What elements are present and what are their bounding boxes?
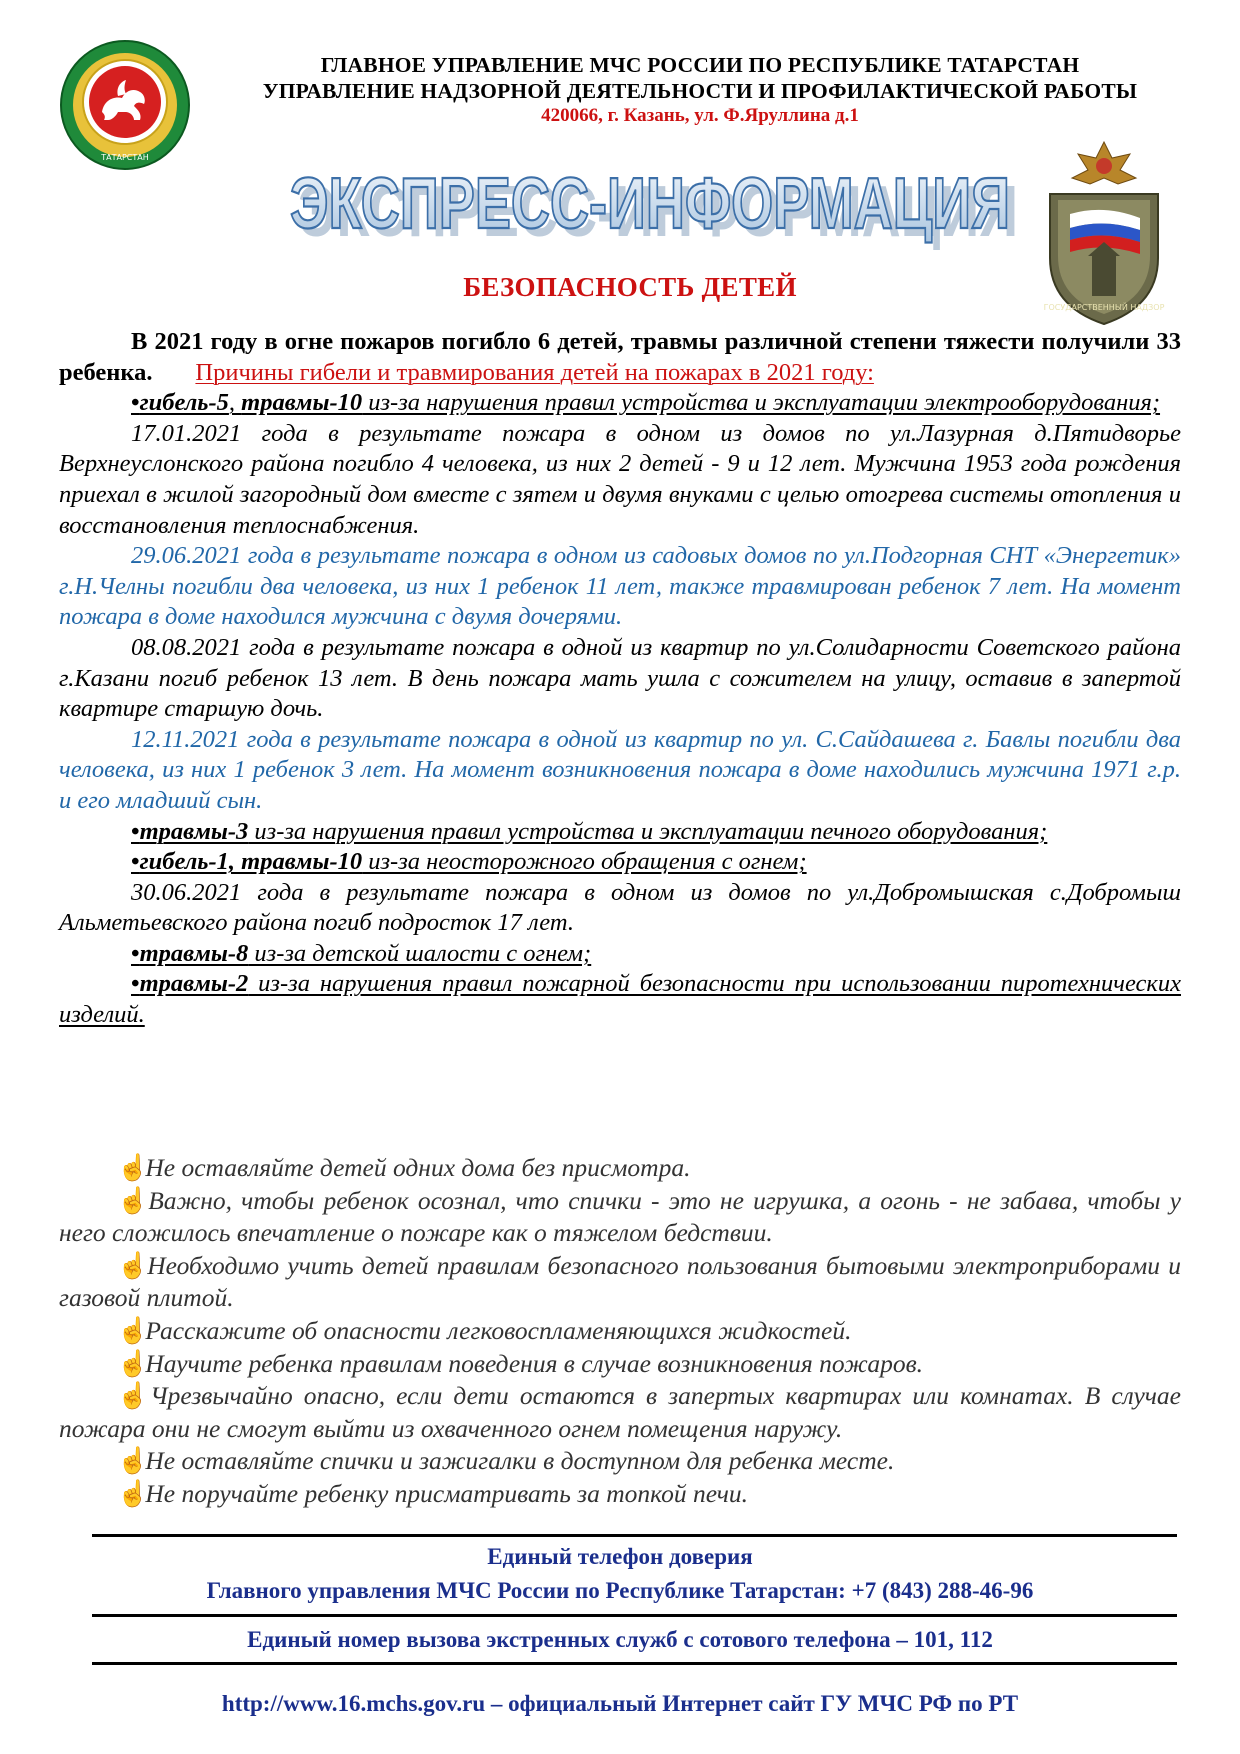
case-description: 08.08.2021 года в результате пожара в одной из квартир по ул.Солидарности Советского района г.Казани погиб ребенок 13 лет. В день пожара мать ушла с сожителем на улицу, оставив в запертой квартире старшую дочь. — [59, 633, 1181, 723]
bullet: • — [131, 389, 140, 417]
cause-item — [59, 969, 1181, 1030]
hotline-title: Единый телефон доверия — [487, 1544, 753, 1569]
tip-item: ☝ Расскажите об опасности легковоспламеняющихся жидкостей. — [59, 1315, 1181, 1348]
tatarstan-emblem-logo — [58, 38, 192, 172]
cause-text: из-за неосторожного обращения с огнем; — [362, 848, 807, 876]
title-shadow: ЭКСПРЕСС-ИНФОРМАЦИЯ — [298, 172, 1018, 250]
cause-injuries: травмы-3 — [139, 817, 249, 845]
main-content — [59, 327, 1181, 1031]
tip-item: ☝ Не поручайте ребенку присматривать за топкой печи. — [59, 1478, 1181, 1511]
bullet: • — [131, 939, 140, 967]
footer-divider — [92, 1614, 1177, 1617]
tip-item: ☝ Чрезвычайно опасно, если дети остаются в запертых квартирах или комнатах. В случае пожара они не смогут выйти из охваченного огнем помещения наружу. — [59, 1381, 1181, 1443]
pointing-hand-icon: ☝ — [117, 1185, 149, 1215]
logo-caption: ТАТАРСТАН — [101, 153, 149, 162]
bullet: • — [131, 970, 140, 998]
organization-header — [200, 52, 1200, 128]
intro-statistic: В 2021 году в огне пожаров погибло 6 детей, травмы различной степени тяжести получили 33 ребенка. — [59, 328, 1181, 386]
tip-item: ☝ Научите ребенка правилам поведения в случае возникновения пожаров. — [59, 1348, 1181, 1381]
cause-text: из-за нарушения правил устройства и эксплуатации электрооборудования; — [362, 389, 1161, 417]
bullet: • — [131, 817, 140, 845]
cause-item — [59, 939, 1181, 970]
pointing-hand-icon: ☝ — [117, 1381, 149, 1411]
pointing-hand-icon: ☝ — [117, 1348, 149, 1378]
pointing-hand-icon: ☝ — [117, 1446, 149, 1476]
cause-item: •гибель-5, травмы-10 из-за нарушения правил устройства и эксплуатации электрооборудования; — [131, 389, 1161, 417]
pointing-hand-icon: ☝ — [117, 1315, 149, 1345]
intro-causes-heading: Причины гибели и травмирования детей на пожарах в 2021 году: — [195, 358, 874, 386]
cause-text: из-за нарушения правил пожарной безопасности при использовании пиротехнических изделий. — [59, 970, 1181, 1029]
intro-paragraph — [59, 327, 1181, 388]
cause-text: из-за нарушения правил устройства и эксплуатации печного оборудования; — [248, 817, 1048, 845]
header-address: 420066, г. Казань, ул. Ф.Яруллина д.1 — [541, 105, 859, 126]
case-description: 17.01.2021 года в результате пожара в одном из домов по ул.Лазурная д.Пятидворье Верхнеуслонского района погибло 4 человека, из них 2 детей - 9 и 12 лет. Мужчина 1953 года рождения приехал в жилой загородный дом вместе с зятем и двумя внуками с целью отогрева системы отопления и восстановления теплоснабжения. — [59, 419, 1181, 539]
header-line-2: УПРАВЛЕНИЕ НАДЗОРНОЙ ДЕЯТЕЛЬНОСТИ И ПРОФИЛАКТИЧЕСКОЙ РАБОТЫ — [262, 79, 1138, 103]
cause-injuries: травмы-8 — [139, 939, 249, 967]
bullet: • — [131, 848, 140, 876]
cause-deaths: гибель-5 — [139, 389, 229, 417]
footer-divider — [92, 1662, 1177, 1665]
hotline-number: Главного управления МЧС России по Республике Татарстан: +7 (843) 288-46-96 — [206, 1578, 1034, 1603]
badge-caption: ГОСУДАРСТВЕННЫЙ НАДЗОР — [1043, 303, 1165, 312]
emergency-number: Единый номер вызова экстренных служб с сотового телефона – 101, 112 — [247, 1627, 993, 1652]
tip-item: ☝ Важно, чтобы ребенок осознал, что спички - это не игрушка, а огонь - не забава, чтобы у него сложилось впечатление о пожаре как о тяжелом бедствии. — [59, 1185, 1182, 1248]
case-description: 30.06.2021 года в результате пожара в одном из домов по ул.Добромышская с.Добромыш Альметьевского района погиб подросток 17 лет. — [59, 878, 1181, 937]
tip-item: ☝ Не оставляйте детей одних дома без присмотра. — [59, 1152, 1181, 1185]
cause-deaths: гибель-1, травмы-10 — [139, 848, 363, 876]
cause-injuries: травмы-10 — [241, 389, 363, 417]
page-title — [270, 162, 1030, 250]
safety-tips-list — [59, 1152, 1181, 1511]
title-text: ЭКСПРЕСС-ИНФОРМАЦИЯ — [290, 164, 1010, 244]
case-description: 29.06.2021 года в результате пожара в одном из садовых домов по ул.Подгорная СНТ «Энергетик» г.Н.Челны погибли два человека, из них 1 ребенок 11 лет, также травмирован ребенок 7 лет. На момент пожара в доме находился мужчина с двумя дочерями. — [59, 542, 1181, 631]
pointing-hand-icon: ☝ — [117, 1478, 149, 1508]
tip-item: ☝ Не оставляйте спички и зажигалки в доступном для ребенка месте. — [59, 1445, 1181, 1478]
cause-item — [59, 817, 1181, 848]
pointing-hand-icon: ☝ — [117, 1250, 149, 1280]
cause-injuries: травмы-2 — [139, 970, 249, 998]
footer-divider — [92, 1534, 1177, 1537]
website-link[interactable]: http://www.16.mchs.gov.ru – официальный Интернет сайт ГУ МЧС РФ по РТ — [221, 1691, 1019, 1716]
header-line-1: ГЛАВНОЕ УПРАВЛЕНИЕ МЧС РОССИИ ПО РЕСПУБЛИКЕ ТАТАРСТАН — [320, 53, 1080, 77]
cause-item — [59, 847, 1181, 878]
pointing-hand-icon: ☝ — [117, 1153, 149, 1182]
case-description: 12.11.2021 года в результате пожара в одной из квартир по ул. С.Сайдашева г. Бавлы погибли два человека, из них 1 ребенок 3 лет. На момент возникновения пожара в доме находились мужчина 1971 г.р. и его младший сын. — [59, 725, 1181, 814]
cause-text: из-за детской шалости с огнем; — [248, 939, 592, 967]
page-subtitle: БЕЗОПАСНОСТЬ ДЕТЕЙ — [463, 272, 797, 302]
tip-item: ☝ Необходимо учить детей правилам безопасного пользования бытовыми электроприборами и газовой плитой. — [59, 1250, 1182, 1313]
